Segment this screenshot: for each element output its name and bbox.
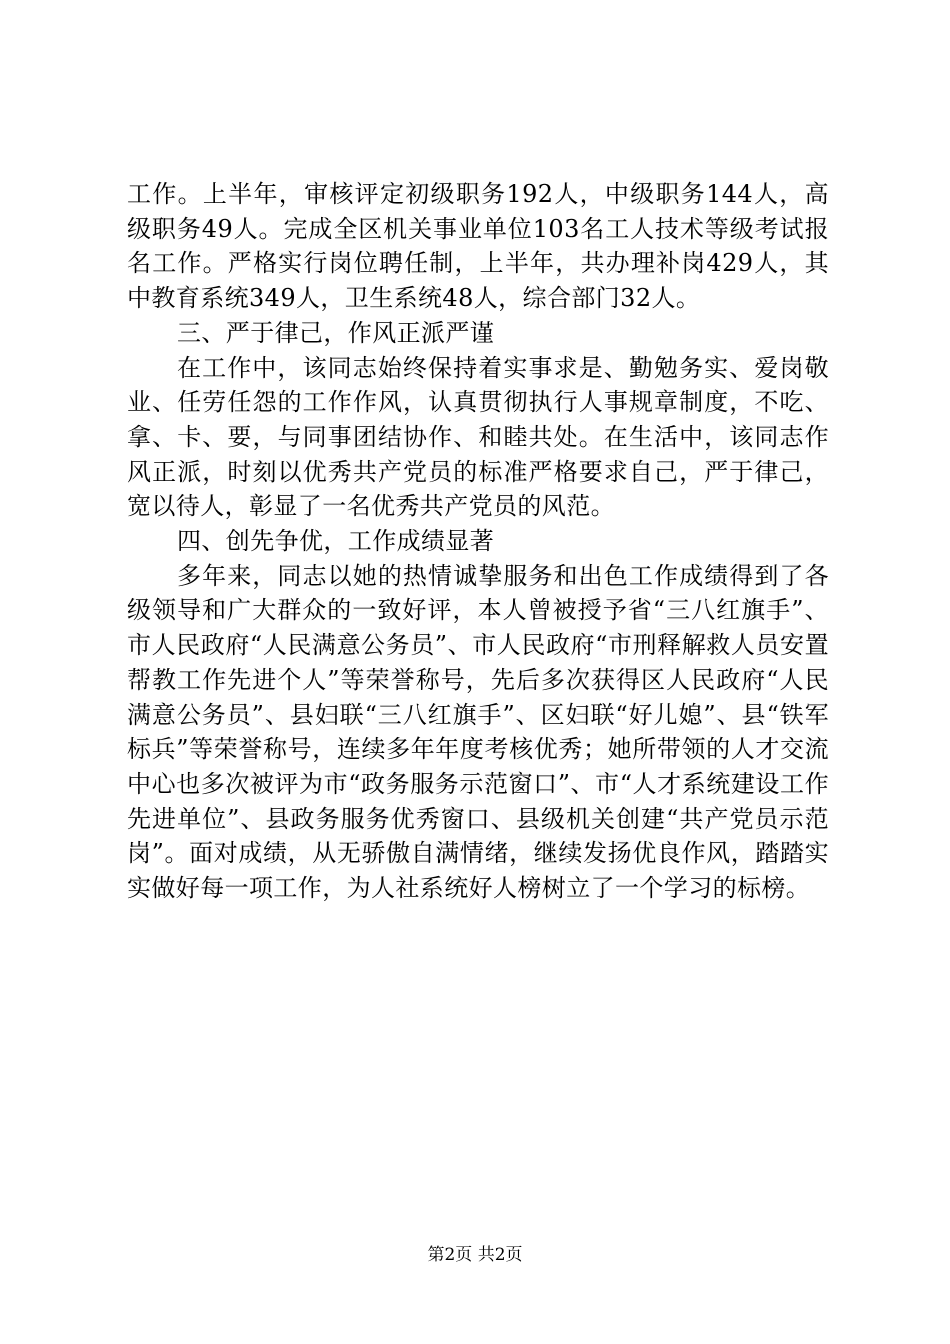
section-heading: 四、创先争优，工作成绩显著: [177, 527, 495, 556]
body-paragraph: 多年来，同志以她的热情诚挚服务和出色工作成绩得到了各级领导和广大群众的一致好评，本人曾被授予省“三八红旗手”、市人民政府“人民满意公务员”、市人民政府“市刑释解救人员安置帮教工作先进个人”等荣誉称号，先后多次获得区人民政府“人民满意公务员”、县妇联“三八红旗手”、区妇联“好儿媳”、县“铁军标兵”等荣誉称号，连续多年年度考核优秀；她所带领的人才交流中心也多次被评为市“政务服务示范窗口”、市“人才系统建设工作先进单位”、县政务服务优秀窗口、县级机关创建“共产党员示范岗”。面对成绩，从无骄傲自满情绪，继续发扬优良作风，踏踏实实做好每一项工作，为人社系统好人榜树立了一个学习的标榜。: [127, 561, 829, 903]
body-paragraph: 工作。上半年，审核评定初级职务192人，中级职务144人，高级职务49人。完成全区机关事业单位103名工人技术等级考试报名工作。严格实行岗位聘任制，上半年，共办理补岗429人，其中教育系统349人，卫生系统48人，综合部门32人。: [127, 180, 829, 313]
section-heading: 三、严于律己，作风正派严谨: [177, 318, 495, 347]
page-footer: 第2页 共2页: [427, 1245, 523, 1265]
body-paragraph: 在工作中，该同志始终保持着实事求是、勤勉务实、爱岗敬业、任劳任怨的工作作风，认真贯彻执行人事规章制度，不吃、拿、卡、要，与同事团结协作、和睦共处。在生活中，该同志作风正派，时刻以优秀共产党员的标准严格要求自己，严于律己，宽以待人，彰显了一名优秀共产党员的风范。: [127, 353, 829, 521]
document-body: [127, 177, 829, 906]
